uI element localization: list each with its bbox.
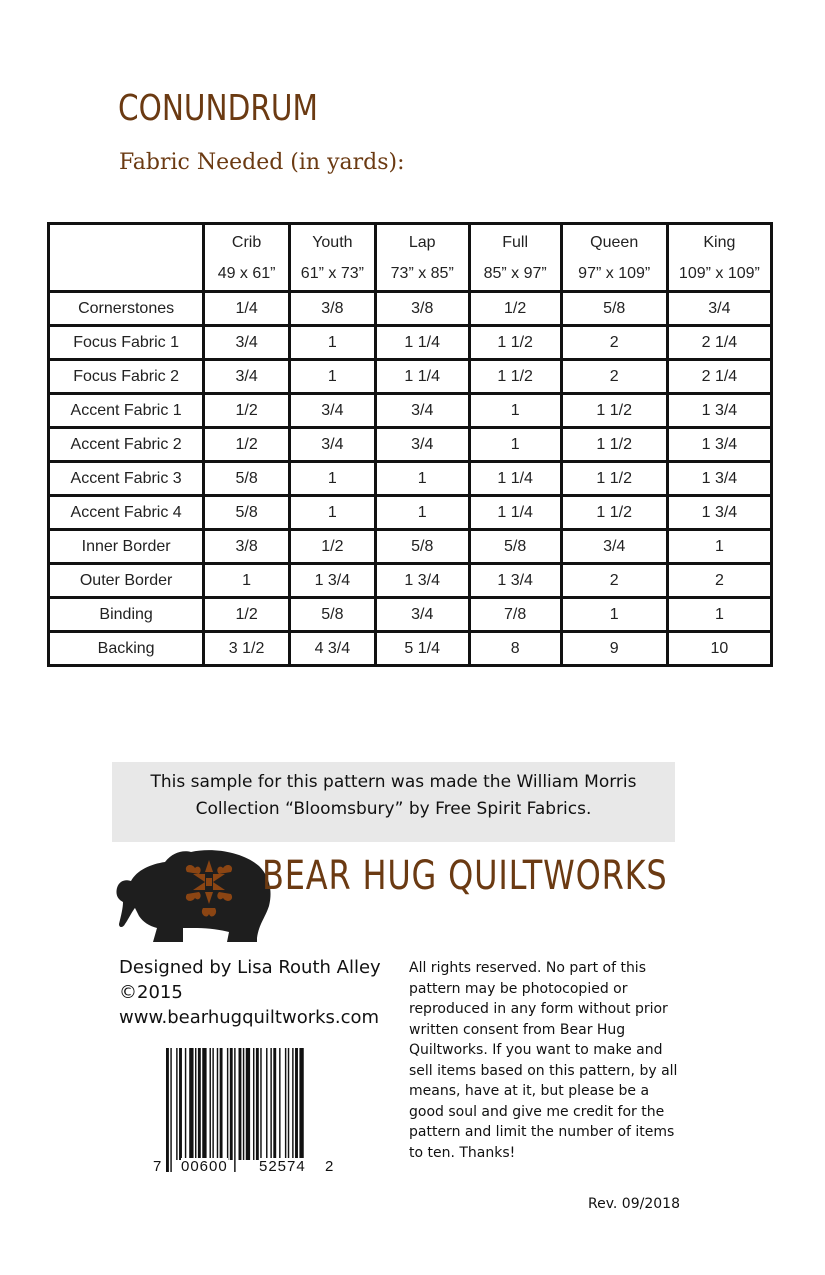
barcode-bar	[170, 1048, 171, 1172]
barcode-bar	[210, 1048, 211, 1160]
table-row	[49, 326, 772, 360]
yardage-cell: 1 3/4	[469, 564, 561, 598]
barcode-bar	[202, 1048, 206, 1160]
barcode-bar	[279, 1048, 280, 1160]
yardage-cell: 1	[289, 462, 375, 496]
yardage-cell: 1 1/4	[375, 360, 469, 394]
yardage-cell: 1	[289, 360, 375, 394]
row-label: Focus Fabric 2	[49, 360, 204, 394]
rights-line: reproduced in any form without prior	[409, 1001, 668, 1017]
size-name: King	[703, 233, 736, 251]
size-dimensions: 97” x 109”	[578, 264, 651, 282]
size-dimensions: 109” x 109”	[678, 264, 760, 282]
yardage-cell: 1 3/4	[667, 496, 771, 530]
fabric-needed-heading: Fabric Needed (in yards):	[119, 150, 405, 175]
rights-line: means, have at it, but please be a	[409, 1083, 650, 1099]
brand-wordmark: BEAR HUG QUILTWORKS	[262, 853, 668, 899]
rights-line: All rights reserved. No part of this	[409, 960, 646, 976]
barcode-bar	[217, 1048, 218, 1160]
row-label: Outer Border	[49, 564, 204, 598]
yardage-cell: 2	[667, 564, 771, 598]
yardage-cell: 3/4	[204, 326, 290, 360]
yardage-cell: 3 1/2	[204, 632, 290, 666]
barcode-bar	[227, 1048, 228, 1160]
yardage-cell: 1	[667, 530, 771, 564]
yardage-cell: 1 3/4	[667, 462, 771, 496]
table-row	[49, 598, 772, 632]
yardage-cell: 5/8	[289, 598, 375, 632]
yardage-cell: 1 1/4	[469, 496, 561, 530]
barcode-bar	[234, 1048, 235, 1172]
row-label: Inner Border	[49, 530, 204, 564]
yardage-cell: 7/8	[469, 598, 561, 632]
yardage-cell: 3/4	[289, 394, 375, 428]
yardage-cell: 1 1/2	[561, 462, 667, 496]
yardage-cell: 5/8	[204, 462, 290, 496]
row-label: Accent Fabric 4	[49, 496, 204, 530]
yardage-cell: 5/8	[204, 496, 290, 530]
yardage-cell: 1/2	[204, 428, 290, 462]
size-dimensions: 61” x 73”	[300, 264, 364, 282]
table-row	[49, 462, 772, 496]
yardage-cell: 8	[469, 632, 561, 666]
column-header	[667, 224, 771, 292]
yardage-cell: 2	[561, 326, 667, 360]
column-header	[289, 224, 375, 292]
table-row	[49, 360, 772, 394]
yardage-cell: 2 1/4	[667, 326, 771, 360]
barcode-bar	[253, 1048, 254, 1160]
yardage-cell: 10	[667, 632, 771, 666]
yardage-cell: 5/8	[375, 530, 469, 564]
row-label: Accent Fabric 1	[49, 394, 204, 428]
column-header	[469, 224, 561, 292]
column-header	[561, 224, 667, 292]
yardage-cell: 5 1/4	[375, 632, 469, 666]
yardage-cell: 1 3/4	[667, 428, 771, 462]
fabric-requirements-table	[47, 222, 773, 667]
yardage-cell: 3/8	[289, 292, 375, 326]
yardage-cell: 5/8	[561, 292, 667, 326]
designer-credit	[119, 955, 381, 1030]
yardage-cell: 1/2	[289, 530, 375, 564]
yardage-cell: 3/4	[289, 428, 375, 462]
yardage-cell: 1	[375, 462, 469, 496]
barcode-digit-right: 2	[325, 1158, 334, 1175]
barcode-bar	[288, 1048, 289, 1160]
barcode-bar	[195, 1048, 196, 1160]
yardage-cell: 3/8	[375, 292, 469, 326]
row-label: Accent Fabric 3	[49, 462, 204, 496]
yardage-cell: 1 3/4	[667, 394, 771, 428]
barcode-bar	[295, 1048, 298, 1160]
rights-line: Quiltworks. If you want to make and	[409, 1042, 663, 1058]
yardage-cell: 1 1/2	[469, 360, 561, 394]
barcode-bar	[299, 1048, 303, 1172]
rights-line: pattern and limit the number of items	[409, 1124, 675, 1140]
rights-line: good soul and give me credit for the	[409, 1103, 665, 1120]
rights-line: written consent from Bear Hug	[409, 1021, 626, 1038]
yardage-cell: 1	[561, 598, 667, 632]
designer-name: Designed by Lisa Routh Alley	[119, 957, 381, 978]
barcode-bar	[230, 1048, 233, 1160]
yardage-cell: 4 3/4	[289, 632, 375, 666]
row-label: Focus Fabric 1	[49, 326, 204, 360]
rights-line: sell items based on this pattern, by all	[409, 1062, 678, 1079]
table-header-row	[49, 224, 772, 292]
yardage-cell: 1	[469, 428, 561, 462]
yardage-cell: 1	[667, 598, 771, 632]
barcode	[152, 1048, 336, 1176]
size-name: Crib	[231, 233, 262, 251]
yardage-cell: 3/4	[375, 394, 469, 428]
column-header	[204, 224, 290, 292]
table-row	[49, 394, 772, 428]
yardage-cell: 1	[289, 326, 375, 360]
yardage-cell: 1/2	[204, 394, 290, 428]
yardage-cell: 5/8	[469, 530, 561, 564]
yardage-cell: 2 1/4	[667, 360, 771, 394]
barcode-bar	[256, 1048, 259, 1160]
barcode-bar	[189, 1048, 193, 1160]
size-name: Full	[502, 233, 529, 251]
barcode-bar	[176, 1048, 177, 1160]
yardage-cell: 3/4	[375, 428, 469, 462]
barcode-bar	[246, 1048, 250, 1160]
barcode-bar	[266, 1048, 267, 1160]
barcode-bar	[285, 1048, 286, 1160]
yardage-cell: 1	[204, 564, 290, 598]
yardage-cell: 3/4	[667, 292, 771, 326]
size-name: Youth	[312, 233, 353, 251]
revision-date: Rev. 09/2018	[588, 1196, 680, 1212]
table-row	[49, 428, 772, 462]
table-row	[49, 496, 772, 530]
yardage-cell: 3/8	[204, 530, 290, 564]
barcode-bar	[179, 1048, 182, 1160]
sample-note-line: This sample for this pattern was made the William Morris	[150, 772, 637, 792]
size-name: Lap	[408, 233, 436, 251]
barcode-bar	[198, 1048, 201, 1160]
website-url: www.bearhugquiltworks.com	[119, 1007, 380, 1028]
yardage-cell: 1 1/4	[375, 326, 469, 360]
rights-line: pattern may be photocopied or	[409, 980, 628, 997]
size-dimensions: 49 x 61”	[217, 264, 276, 282]
table-row	[49, 632, 772, 666]
barcode-bar	[166, 1048, 169, 1172]
sample-note-line: Collection “Bloomsbury” by Free Spirit Fabrics.	[195, 799, 592, 819]
barcode-bar	[220, 1048, 223, 1160]
pattern-title: CONUNDRUM	[118, 88, 318, 129]
yardage-cell: 1 1/2	[469, 326, 561, 360]
yardage-cell: 1	[375, 496, 469, 530]
header-corner-cell	[49, 224, 204, 292]
rights-line: to ten. Thanks!	[409, 1144, 516, 1161]
yardage-cell: 3/4	[561, 530, 667, 564]
barcode-bar	[239, 1048, 242, 1160]
yardage-cell: 2	[561, 360, 667, 394]
yardage-cell: 1 3/4	[289, 564, 375, 598]
table-row	[49, 292, 772, 326]
row-label: Cornerstones	[49, 292, 204, 326]
table-row	[49, 530, 772, 564]
yardage-cell: 1 1/2	[561, 428, 667, 462]
yardage-cell: 1 1/2	[561, 496, 667, 530]
sample-fabric-note	[112, 762, 675, 842]
yardage-cell: 9	[561, 632, 667, 666]
size-dimensions: 73” x 85”	[390, 264, 454, 282]
row-label: Backing	[49, 632, 204, 666]
barcode-bar	[243, 1048, 244, 1160]
yardage-cell: 1/4	[204, 292, 290, 326]
copyright-year: ©2015	[119, 982, 183, 1003]
row-label: Binding	[49, 598, 204, 632]
yardage-cell: 1	[469, 394, 561, 428]
barcode-bar	[212, 1048, 213, 1160]
barcode-digit-left: 7	[153, 1158, 162, 1175]
barcode-bar	[273, 1048, 276, 1160]
yardage-cell: 1	[289, 496, 375, 530]
yardage-cell: 1 3/4	[375, 564, 469, 598]
yardage-cell: 1 1/4	[469, 462, 561, 496]
yardage-cell: 1/2	[204, 598, 290, 632]
column-header	[375, 224, 469, 292]
size-name: Queen	[590, 233, 639, 251]
barcode-bar	[185, 1048, 186, 1160]
yardage-cell: 3/4	[204, 360, 290, 394]
barcode-group-2: 52574	[259, 1158, 306, 1175]
yardage-cell: 1 1/2	[561, 394, 667, 428]
rights-notice	[409, 958, 679, 1163]
barcode-bar	[292, 1048, 293, 1160]
yardage-cell: 1/2	[469, 292, 561, 326]
barcode-bar	[270, 1048, 271, 1160]
yardage-cell: 2	[561, 564, 667, 598]
row-label: Accent Fabric 2	[49, 428, 204, 462]
size-dimensions: 85” x 97”	[483, 264, 547, 282]
barcode-bar	[260, 1048, 261, 1160]
barcode-group-1: 00600	[181, 1158, 228, 1175]
table-row	[49, 564, 772, 598]
yardage-cell: 3/4	[375, 598, 469, 632]
